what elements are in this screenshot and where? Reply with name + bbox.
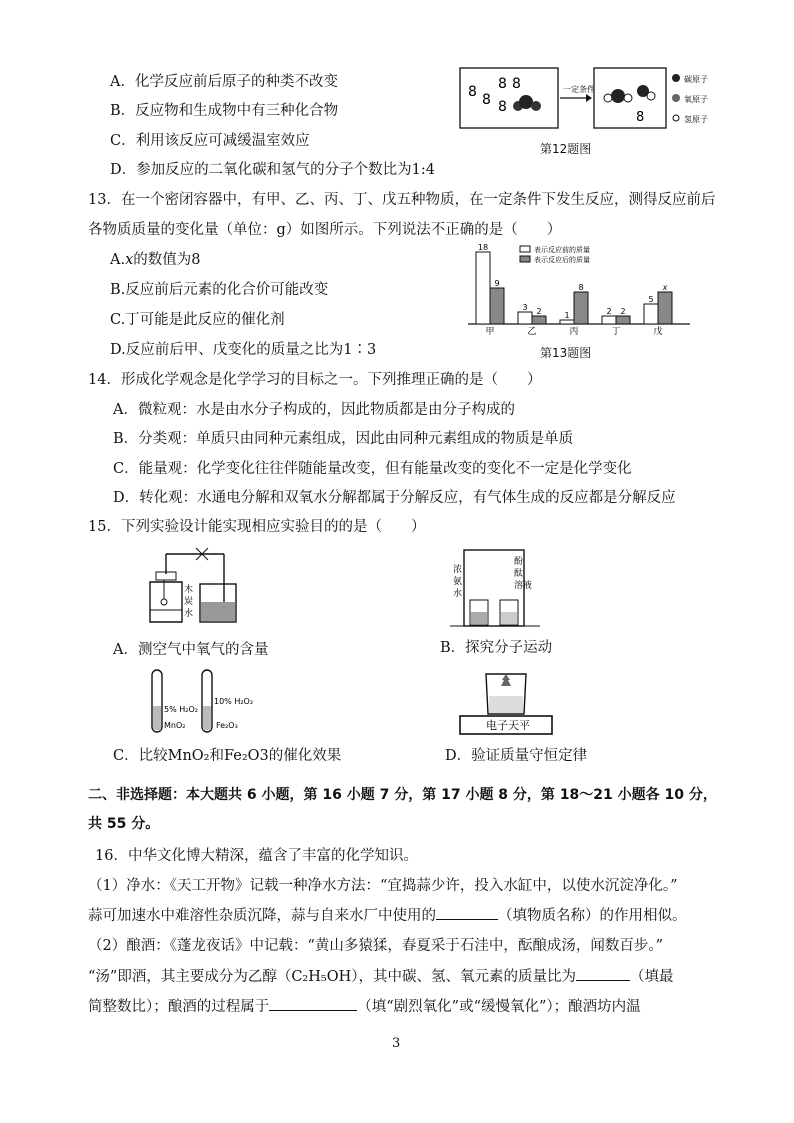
section2-heading-line2: 共 55 分。: [88, 816, 160, 832]
q13-option-a-rest: 的数值为8: [133, 252, 201, 268]
q16-p2-line2-pre: “汤”即酒，其主要成分为乙醇（C₂H₅OH），其中碳、氢、氧元素的质量比为: [88, 969, 576, 985]
q16-p1-line2: [88, 905, 687, 926]
fig-a-label-wood: 木: [184, 585, 194, 595]
q15-option-d: D．验证质量守恒定律: [445, 748, 588, 764]
q13-stem-line1: 13．在一个密闭容器中，有甲、乙、丙、丁、戊五种物质，在一定条件下发生反应，测得反应前后: [88, 192, 716, 208]
svg-text:8: 8: [468, 84, 477, 100]
q13-option-d: D.反应前后甲、戊变化的质量之比为1∶3: [110, 342, 377, 358]
bar-before-1: [518, 312, 532, 324]
q15-option-a: A．测空气中氧气的含量: [113, 642, 269, 658]
fig-c-right-bottom: Fe₂O₃: [216, 721, 238, 730]
answer-blank-2[interactable]: [576, 966, 630, 981]
label-before-4: 5: [648, 295, 654, 304]
answer-blank-3[interactable]: [269, 996, 357, 1011]
q15-option-b: B．探究分子运动: [440, 640, 553, 656]
bar-before-2: [560, 320, 574, 324]
q13-option-b: B.反应前后元素的化合价可能改变: [110, 282, 329, 298]
fig-c-left-bottom: MnO₂: [164, 721, 186, 730]
label-after-2: 8: [578, 283, 584, 292]
fig-d-scale-label: 电子天平: [486, 719, 530, 732]
legend-oxygen: 氧原子: [684, 95, 708, 104]
category-label-1: 乙: [527, 327, 537, 336]
q16-p1-line2-pre: 蒜可加速水中难溶性杂质沉降，蒜与自来水厂中使用的: [88, 908, 436, 924]
page-number: 3: [392, 1036, 401, 1051]
q12-option-a: A．化学反应前后原子的种类不改变: [110, 74, 338, 90]
label-after-0: 9: [494, 279, 500, 288]
category-label-2: 丙: [569, 327, 579, 336]
bar-after-1: [532, 316, 546, 324]
bar-after-2: [574, 292, 588, 324]
q15-option-c: C．比较MnO₂和Fe₂O3的催化效果: [113, 748, 342, 764]
q13-option-c: C.丁可能是此反应的催化剂: [110, 312, 285, 328]
label-before-1: 3: [522, 303, 528, 312]
label-before-0: 18: [477, 244, 489, 252]
svg-text:8: 8: [636, 110, 645, 125]
q16-p2-line3-post: （填“剧烈氧化”或“缓慢氧化”）；酿酒坊内温: [357, 999, 641, 1015]
fig-b-ammonia-1: 浓: [453, 565, 463, 575]
svg-text:8: 8: [498, 99, 507, 115]
q13-option-a-var: x: [125, 252, 134, 268]
legend-swatch-before: [520, 246, 530, 252]
bar-after-3: [616, 316, 630, 324]
q15-figure-b: [450, 544, 540, 628]
q12-caption: 第12题图: [540, 142, 592, 156]
q12-option-c: C．利用该反应可减缓温室效应: [110, 133, 310, 149]
fig-b-phenol-3: 溶液: [514, 581, 533, 591]
bar-after-4: [658, 292, 672, 324]
section2-heading-line1: 二、非选择题：本大题共 6 小题，第 16 小题 7 分，第 17 小题 8 分，第 18～21 小题各 10 分，: [88, 787, 717, 803]
category-label-4: 戊: [653, 327, 663, 336]
fig-b-phenol-2: 酞: [514, 569, 524, 579]
label-after-4: x: [662, 283, 668, 292]
label-before-3: 2: [606, 307, 612, 316]
fig-b-ammonia-3: 水: [453, 589, 463, 599]
q15-figure-a: [144, 544, 244, 628]
q15-figure-d: [456, 666, 556, 738]
q16-p2-line2: [88, 966, 673, 987]
q15-stem: 15．下列实验设计能实现相应实验目的的是（ ）: [88, 519, 426, 535]
q16-stem: 16．中华文化博大精深，蕴含了丰富的化学知识。: [95, 848, 418, 864]
q16-p2-line3-pre: 简整数比）；酿酒的过程属于: [88, 999, 270, 1015]
bar-before-0: [476, 252, 490, 324]
q12-option-b: B．反应物和生成物中有三种化合物: [110, 103, 339, 119]
legend-carbon: 碳原子: [684, 75, 708, 84]
bar-after-0: [490, 288, 504, 324]
label-after-1: 2: [536, 307, 542, 316]
arrow-label: 一定条件: [563, 85, 595, 94]
q14-option-b: B．分类观：单质只由同种元素组成，因此由同种元素组成的物质是单质: [113, 431, 574, 447]
q16-p1-line1: （1）净水：《天工开物》记载一种净水方法：“宜捣蒜少许，投入水缸中，以使水沉淀净化。”: [88, 878, 678, 894]
fig-b-phenol-1: 酚: [514, 557, 524, 567]
fig-c-left-top: 5% H₂O₂: [164, 705, 198, 714]
category-label-0: 甲: [485, 327, 495, 336]
legend-label-after: 表示反应后的质量: [534, 256, 590, 264]
q13-stem-line2: 各物质质量的变化量（单位：g）如图所示。下列说法不正确的是（ ）: [88, 222, 562, 238]
answer-blank-1[interactable]: [436, 905, 498, 920]
q12-option-d: D．参加反应的二氧化碳和氢气的分子个数比为1:4: [110, 162, 435, 178]
bar-before-4: [644, 304, 658, 324]
fig-b-ammonia-2: 氨: [453, 577, 463, 587]
q16-p2-line2-post: （填最: [629, 969, 674, 985]
legend-hydrogen: 氢原子: [684, 115, 708, 124]
svg-text:8: 8: [512, 76, 521, 92]
label-after-3: 2: [620, 307, 626, 316]
q14-option-a: A．微粒观：水是由水分子构成的，因此物质都是由分子构成的: [113, 402, 515, 418]
svg-text:8: 8: [482, 92, 491, 108]
fig-a-label-charcoal: 炭: [184, 597, 194, 607]
q14-stem: 14．形成化学观念是化学学习的目标之一。下列推理正确的是（ ）: [88, 372, 542, 388]
q14-option-c: C．能量观：化学变化往往伴随能量改变，但有能量改变的变化不一定是化学变化: [113, 461, 632, 477]
q13-caption: 第13题图: [540, 346, 592, 360]
q16-p2-line3: [88, 996, 641, 1017]
svg-text:8: 8: [498, 76, 507, 92]
q13-option-a: [110, 250, 201, 270]
q13-option-a-label: A.: [110, 252, 126, 268]
fig-c-right-top: 10% H₂O₂: [214, 697, 254, 706]
q16-p2-line1: （2）酿酒：《蓬龙夜话》中记载：“黄山多猿猱，春夏采于石洼中，酝酿成汤，闻数百步。”: [88, 938, 664, 954]
bar-before-3: [602, 316, 616, 324]
q14-option-d: D．转化观：水通电分解和双氧水分解都属于分解反应，有气体生成的反应都是分解反应: [113, 490, 676, 506]
q13-bar-chart: [466, 244, 692, 336]
category-label-3: 丁: [611, 327, 621, 336]
legend-label-before: 表示反应前的质量: [534, 246, 590, 254]
label-before-2: 1: [564, 311, 570, 320]
q12-reaction-diagram: [458, 66, 708, 136]
legend-swatch-after: [520, 256, 530, 262]
q15-figure-c: [140, 666, 270, 738]
fig-a-label-water: 水: [184, 609, 194, 619]
q16-p1-line2-post: （填物质名称）的作用相似。: [498, 908, 687, 924]
